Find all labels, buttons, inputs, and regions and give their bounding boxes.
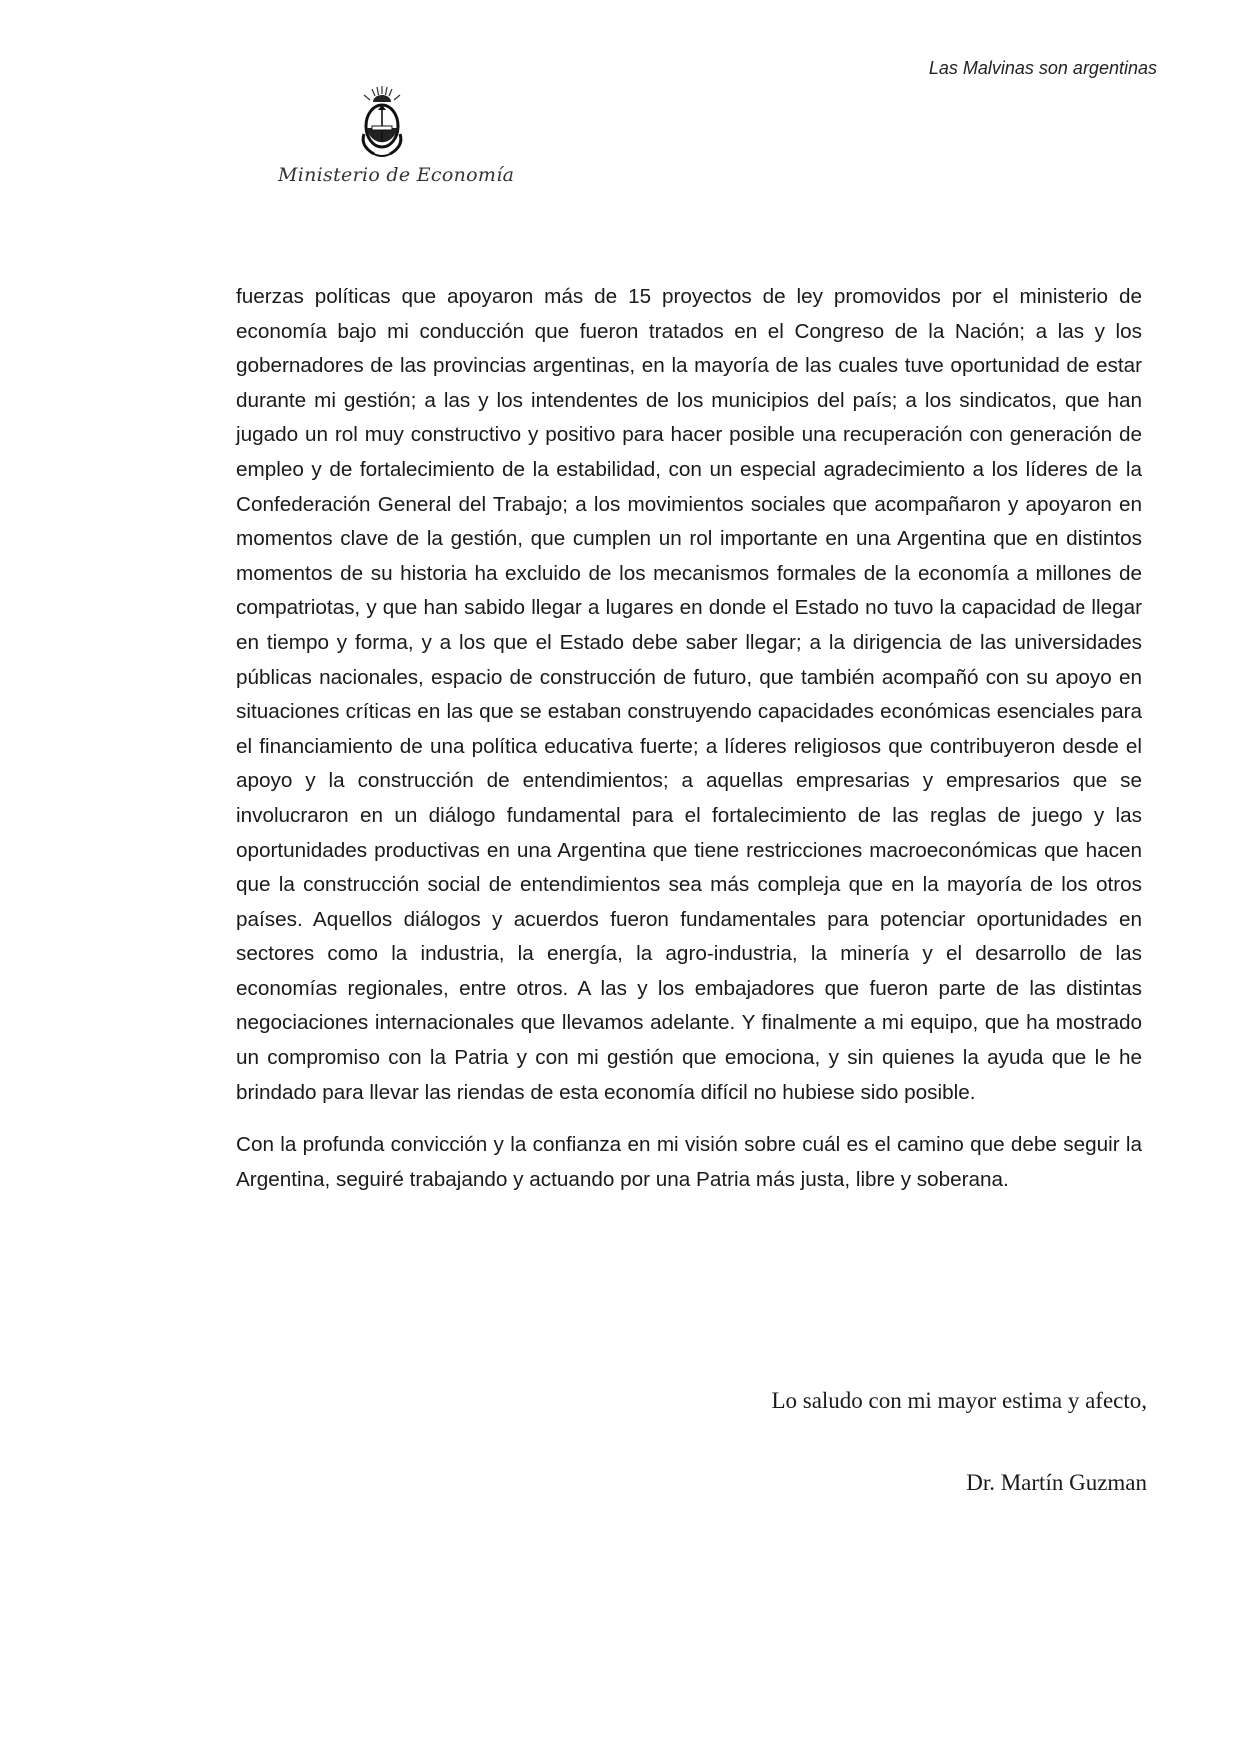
letter-paragraph: Con la profunda convicción y la confianza en mi visión sobre cuál es el camino que debe seguir la Argentina, seguiré trabajando y actuando por una Patria más justa, libre y soberana. — [236, 1133, 1142, 1191]
ministry-logo — [270, 84, 515, 194]
ministry-name: Ministerio de Economía — [278, 164, 515, 186]
letter-paragraph: fuerzas políticas que apoyaron más de 15 proyectos de ley promovidos por el ministerio de economía bajo mi conducción que fueron tratados en el Congreso de la Nación; a las y los gobernadores de las provincias argentinas, en la mayoría de las cuales tuve oportunidad de estar durante mi gestión; a las y los intendentes de los municipios del país; a los sindicatos, que han jugado un rol muy constructivo y positivo para hacer posible una recuperación con generación de empleo y de fortalecimiento de la estabilidad, con un especial agradecimiento a los líderes de la Confederación General del Trabajo; a los movimientos sociales que acompañaron y apoyaron en momentos clave de la gestión, que cumplen un rol importante en una Argentina que en distintos momentos de su historia ha excluido de los mecanismos formales de la economía a millones de compatriotas, y que han sabido llegar a lugares en donde el Estado no tuvo la capacidad de llegar en tiempo y forma, y a los que el Estado debe saber llegar; a la dirigencia de las universidades públicas nacionales, espacio de construcción de futuro, que también acompañó con su apoyo en situaciones críticas en las que se estaban construyendo capacidades económicas esenciales para el financiamiento de una política educativa fuerte; a líderes religiosos que contribuyeron desde el apoyo y la construcción de entendimientos; a aquellas empresarias y empresarios que se involucraron en un diálogo fundamental para el fortalecimiento de las reglas de juego y las oportunidades productivas en una Argentina que tiene restricciones macroeconómicas que hacen que la construcción social de entendimientos sea más compleja que en la mayoría de los otros países. Aquellos diálogos y acuerdos fueron fundamentales para potenciar oportunidades en sectores como la industria, la energía, la agro-industria, la minería y el desarrollo de las economías regionales, entre otros. A las y los embajadores que fueron parte de las distintas negociaciones internacionales que llevamos adelante. Y finalmente a mi equipo, que ha mostrado un compromiso con la Patria y con mi gestión que emociona, y sin quienes la ayuda que le he brindado para llevar las riendas de esta economía difícil no hubiese sido posible. — [236, 285, 1142, 1104]
signatory-name: Dr. Martín Guzman — [966, 1470, 1147, 1495]
header-motto: Las Malvinas son argentinas — [928, 58, 1157, 78]
letter-body — [236, 280, 1142, 1197]
closing-salutation: Lo saludo con mi mayor estima y afecto, — [771, 1388, 1147, 1413]
argentine-coat-of-arms-icon — [354, 84, 410, 164]
